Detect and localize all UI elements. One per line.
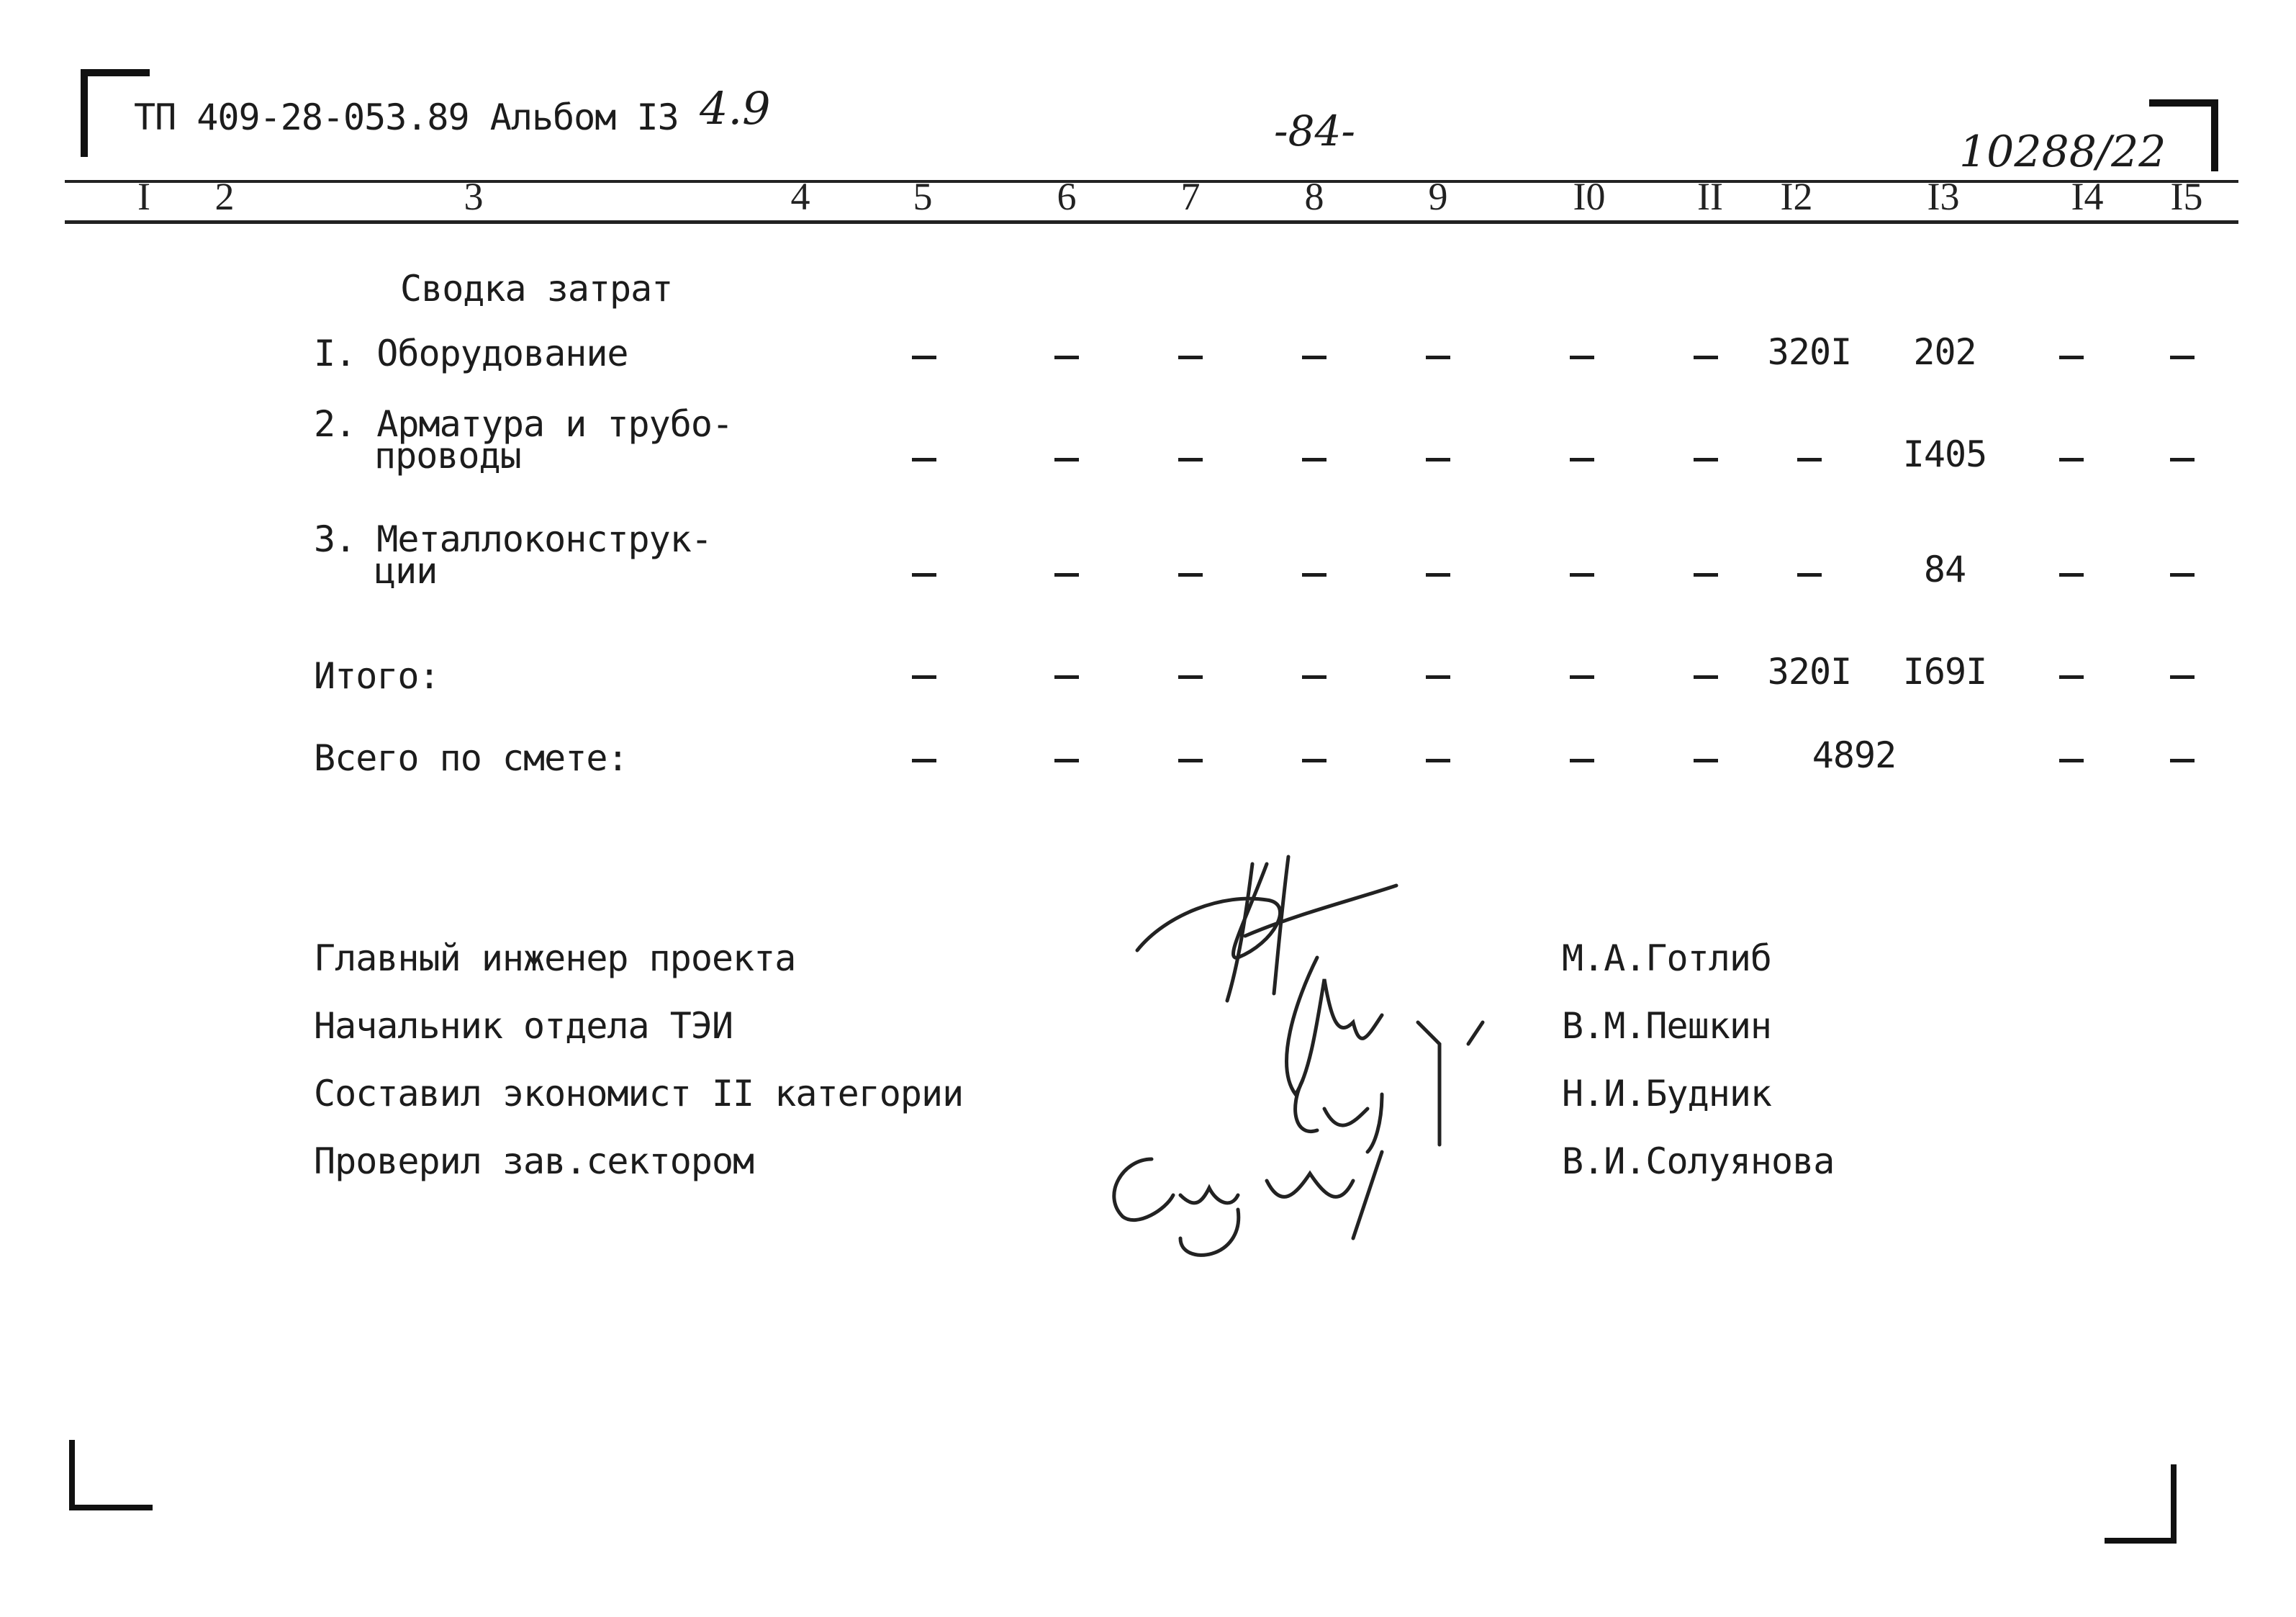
table-cell-dash (1054, 458, 1079, 461)
grand-total-cell-dash (2170, 759, 2195, 762)
table-cell-dash (1178, 458, 1203, 461)
corner-mark-top-right-vertical (2211, 99, 2218, 171)
corner-mark-top-right (2149, 99, 2218, 107)
table-cell-dash (1178, 573, 1203, 577)
table-cell-dash (1694, 458, 1718, 461)
signature-role: Составил экономист II категории (314, 1073, 964, 1114)
signature-name: В.М.Пешкин (1562, 1005, 1772, 1047)
table-cell-dash (1570, 573, 1594, 577)
table-cell-dash (1426, 356, 1450, 359)
column-number-15: I5 (2170, 175, 2203, 218)
table-cell: 320I (1767, 651, 1852, 693)
table-cell-dash (1797, 458, 1822, 461)
table-cell-dash (1570, 356, 1594, 359)
table-cell-dash (1054, 573, 1079, 577)
table-cell-dash (1178, 675, 1203, 679)
column-number-3: 3 (464, 175, 484, 218)
table-cell-dash (912, 356, 936, 359)
table-cell-dash (1302, 675, 1326, 679)
grand-total-label: Всего по смете: (314, 737, 628, 779)
table-cell-dash (1178, 356, 1203, 359)
table-cell: 202 (1913, 331, 1976, 373)
handwritten-reference: 10288/22 (1959, 127, 2166, 177)
table-cell-dash (2170, 573, 2195, 577)
header-rule-top (65, 180, 2238, 183)
document-code: ТП 409-28-053.89 Альбом I3 (134, 96, 679, 138)
grand-total-cell-dash (1570, 759, 1594, 762)
row-label: 3. Металлоконструк- (314, 518, 712, 560)
table-cell-dash (2059, 356, 2084, 359)
row-label: I. Оборудование (314, 333, 628, 374)
column-number-1: I (137, 175, 150, 218)
handwritten-signatures (1080, 835, 1540, 1267)
grand-total-cell-dash (1694, 759, 1718, 762)
grand-total-cell-dash (2059, 759, 2084, 762)
column-number-6: 6 (1057, 175, 1077, 218)
header-rule-bottom (65, 220, 2238, 224)
grand-total-cell-dash (1054, 759, 1079, 762)
table-cell-dash (1570, 675, 1594, 679)
table-cell: I69I (1902, 651, 1987, 693)
column-number-7: 7 (1180, 175, 1201, 218)
signature-role: Главный инженер проекта (314, 937, 796, 979)
table-cell: 320I (1767, 331, 1852, 373)
column-number-4: 4 (790, 175, 810, 218)
corner-mark-bottom-left (69, 1505, 153, 1510)
corner-mark-bottom-left-vertical (69, 1440, 75, 1510)
table-cell-dash (1054, 675, 1079, 679)
table-cell-dash (1694, 675, 1718, 679)
signature-name: М.А.Готлиб (1562, 937, 1772, 979)
page-number: -84- (1274, 107, 1355, 156)
column-number-8: 8 (1304, 175, 1324, 218)
grand-total-cell-dash (1426, 759, 1450, 762)
table-cell-dash (1694, 573, 1718, 577)
table-cell-dash (1426, 675, 1450, 679)
table-cell-dash (1302, 458, 1326, 461)
grand-total-cell-dash (1302, 759, 1326, 762)
grand-total-cell: 4892 (1812, 734, 1897, 776)
table-cell-dash (1570, 458, 1594, 461)
corner-mark-top-left-vertical (81, 69, 88, 157)
row-label: 2. Арматура и трубо- (314, 403, 733, 445)
summary-title: Сводка затрат (400, 268, 673, 310)
column-number-13: I3 (1927, 175, 1960, 218)
handwritten-volume-note: 4.9 (700, 82, 771, 135)
table-cell-dash (1426, 458, 1450, 461)
table-cell-dash (2170, 458, 2195, 461)
grand-total-cell-dash (1178, 759, 1203, 762)
corner-mark-bottom-right (2105, 1538, 2177, 1544)
table-cell-dash (912, 573, 936, 577)
table-cell-dash (2170, 356, 2195, 359)
table-cell: I405 (1902, 433, 1987, 475)
column-number-5: 5 (913, 175, 933, 218)
signature-role: Начальник отдела ТЭИ (314, 1005, 733, 1047)
signature-name: Н.И.Будник (1562, 1073, 1772, 1114)
table-cell-dash (2059, 573, 2084, 577)
table-cell-dash (1302, 573, 1326, 577)
table-cell-dash (2059, 675, 2084, 679)
table-cell-dash (2170, 675, 2195, 679)
signature-name: В.И.Солуянова (1562, 1140, 1835, 1182)
table-cell-dash (912, 675, 936, 679)
signature-role: Проверил зав.сектором (314, 1140, 754, 1182)
corner-mark-bottom-right-vertical (2171, 1464, 2177, 1544)
column-number-12: I2 (1780, 175, 1813, 218)
table-cell-dash (912, 458, 936, 461)
column-number-9: 9 (1428, 175, 1448, 218)
table-cell-dash (1302, 356, 1326, 359)
table-cell-dash (1797, 573, 1822, 577)
row-label: Итого: (314, 655, 440, 697)
column-number-14: I4 (2071, 175, 2104, 218)
table-cell-dash (1054, 356, 1079, 359)
column-number-11: II (1697, 175, 1723, 218)
corner-mark-top-left (81, 69, 150, 76)
table-cell-dash (1426, 573, 1450, 577)
grand-total-cell-dash (912, 759, 936, 762)
row-label-continuation: проводы (374, 435, 521, 477)
table-cell-dash (1694, 356, 1718, 359)
table-cell-dash (2059, 458, 2084, 461)
column-number-10: I0 (1573, 175, 1606, 218)
table-cell: 84 (1923, 549, 1966, 590)
row-label-continuation: ции (374, 550, 438, 592)
column-number-2: 2 (214, 175, 235, 218)
